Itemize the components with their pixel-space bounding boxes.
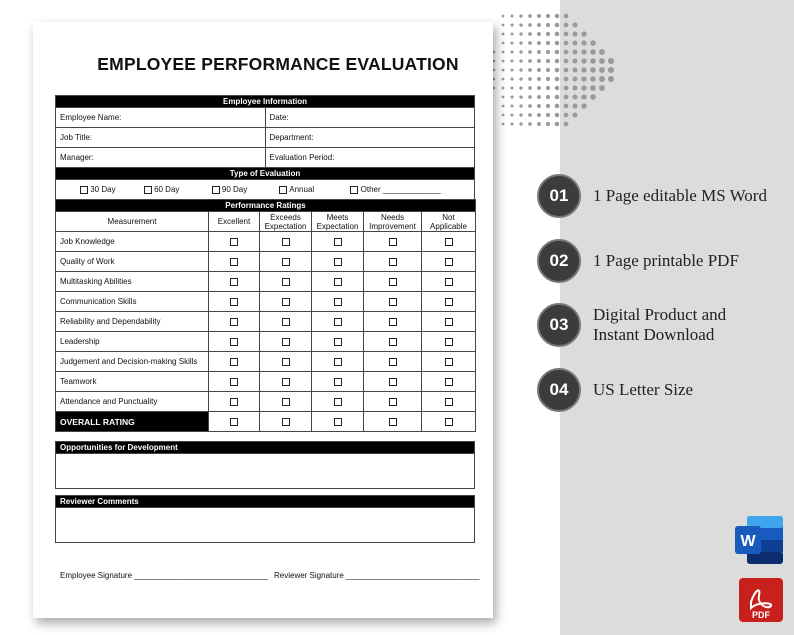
decor-dot — [564, 86, 569, 91]
ratings-header: Performance Ratings — [56, 200, 476, 212]
decor-dot — [546, 122, 550, 126]
decor-dot — [546, 77, 550, 81]
decor-dot — [519, 32, 522, 35]
checkbox[interactable] — [389, 358, 397, 366]
option-other[interactable]: Other _____________ — [350, 185, 440, 194]
decor-dot — [546, 50, 550, 54]
feature-number: 02 — [537, 239, 581, 283]
decor-dot — [519, 41, 522, 44]
decor-dot — [572, 103, 577, 108]
decor-dot — [528, 86, 532, 90]
decor-dot — [537, 14, 541, 18]
decor-dot — [528, 50, 532, 54]
decor-dot — [519, 14, 522, 17]
decor-dot — [519, 113, 522, 116]
checkbox[interactable] — [445, 238, 453, 246]
decor-dot — [510, 122, 513, 125]
decor-dot — [564, 77, 569, 82]
checkbox[interactable] — [230, 298, 238, 306]
decor-dot — [546, 95, 550, 99]
decor-dot — [519, 86, 522, 89]
decor-dot — [528, 113, 532, 117]
feature-number: 04 — [537, 368, 581, 412]
development-table — [55, 441, 475, 489]
checkbox[interactable] — [282, 318, 290, 326]
decor-dot — [581, 31, 586, 36]
pdf-icon — [737, 576, 785, 624]
decor-dot — [555, 113, 559, 117]
rating-row — [56, 372, 476, 392]
decor-dot — [519, 95, 522, 98]
decor-dot — [564, 104, 569, 109]
decor-dot — [528, 32, 532, 36]
employee-info-header: Employee Information — [56, 96, 475, 108]
feature-text: 1 Page editable MS Word — [593, 186, 767, 205]
decor-dot — [590, 58, 596, 64]
decor-dot — [528, 122, 532, 126]
decor-dot — [564, 32, 569, 37]
checkbox[interactable] — [389, 258, 397, 266]
rating-label: Leadership — [56, 332, 209, 352]
decor-dot — [510, 77, 513, 80]
decor-dot — [546, 59, 550, 63]
comments-text-area[interactable] — [56, 508, 475, 543]
decor-dot — [510, 14, 513, 17]
decor-dot — [608, 58, 614, 64]
col-na: Not Applicable — [422, 212, 476, 232]
evaluation-period-field[interactable]: Evaluation Period: — [265, 148, 475, 168]
checkbox[interactable] — [389, 378, 397, 386]
decor-dot — [537, 59, 541, 63]
decor-dot — [555, 95, 559, 99]
decor-dot — [599, 67, 605, 73]
decor-dot — [555, 122, 559, 126]
decor-dot — [555, 104, 559, 108]
col-excellent: Excellent — [209, 212, 260, 232]
decor-dot — [546, 68, 550, 72]
decor-dot — [546, 32, 550, 36]
evaluation-type-options — [56, 180, 475, 200]
decor-dot — [572, 58, 577, 63]
decor-dot — [502, 123, 505, 126]
decor-dot — [537, 68, 541, 72]
decor-dot — [581, 103, 586, 108]
development-text-area[interactable] — [56, 454, 475, 489]
decor-dot — [519, 122, 522, 125]
checkbox[interactable] — [334, 338, 342, 346]
checkbox[interactable] — [334, 398, 342, 406]
rating-row — [56, 252, 476, 272]
decor-dot — [502, 51, 505, 54]
decor-dot — [493, 78, 496, 81]
page-title: EMPLOYEE PERFORMANCE EVALUATION — [97, 54, 459, 74]
decor-dot — [572, 22, 577, 27]
decor-dot — [546, 104, 550, 108]
employee-name-field[interactable]: Employee Name: — [56, 108, 266, 128]
feature-text: US Letter Size — [593, 380, 694, 399]
decor-dot — [537, 86, 541, 90]
checkbox[interactable] — [230, 418, 238, 426]
checkbox[interactable] — [230, 318, 238, 326]
decor-dot — [590, 76, 596, 82]
decor-dot — [546, 86, 550, 90]
decor-dot — [599, 58, 605, 64]
rating-row — [56, 332, 476, 352]
decor-dot — [537, 95, 541, 99]
manager-field[interactable]: Manager: — [56, 148, 266, 168]
decor-dot — [510, 32, 513, 35]
checkbox[interactable] — [282, 338, 290, 346]
decor-dot — [546, 14, 550, 18]
performance-ratings-table — [55, 199, 476, 432]
decor-dot — [510, 23, 513, 26]
dot-pattern-decoration — [470, 10, 630, 140]
decor-dot — [599, 76, 605, 82]
decor-dot — [528, 41, 532, 45]
checkbox[interactable] — [445, 358, 453, 366]
decor-dot — [528, 23, 532, 27]
development-header: Opportunities for Development — [56, 442, 475, 454]
col-meets: Meets Expectation — [312, 212, 364, 232]
decor-dot — [581, 40, 586, 45]
checkbox[interactable] — [230, 338, 238, 346]
rating-label: Teamwork — [56, 372, 209, 392]
decor-dot — [493, 51, 496, 54]
decor-dot — [564, 14, 569, 19]
col-exceeds: Exceeds Expectation — [260, 212, 312, 232]
decor-dot — [572, 31, 577, 36]
checkbox[interactable] — [80, 186, 88, 194]
feature-2 — [537, 239, 739, 283]
rating-label: Judgement and Decision-making Skills — [56, 352, 209, 372]
decor-dot — [581, 94, 586, 99]
overall-rating-row — [56, 412, 476, 432]
decor-dot — [581, 58, 586, 63]
checkbox[interactable] — [445, 398, 453, 406]
feature-3 — [537, 303, 763, 347]
decor-dot — [572, 67, 577, 72]
checkbox[interactable] — [334, 358, 342, 366]
decor-dot — [537, 77, 541, 81]
evaluation-form — [55, 95, 475, 543]
checkbox[interactable] — [389, 278, 397, 286]
rating-label: Attendance and Punctuality — [56, 392, 209, 412]
decor-dot — [599, 49, 605, 55]
checkbox[interactable] — [230, 278, 238, 286]
decor-dot — [581, 76, 586, 81]
decor-dot — [510, 104, 513, 107]
checkbox[interactable] — [230, 358, 238, 366]
decor-dot — [537, 50, 541, 54]
feature-4 — [537, 368, 693, 412]
decor-dot — [564, 41, 569, 46]
feature-number: 03 — [537, 303, 581, 347]
decor-dot — [564, 50, 569, 55]
rating-row — [56, 232, 476, 252]
checkbox[interactable] — [230, 378, 238, 386]
checkbox[interactable] — [334, 278, 342, 286]
decor-dot — [555, 59, 559, 63]
checkbox[interactable] — [230, 258, 238, 266]
decor-dot — [502, 105, 505, 108]
decor-dot — [537, 32, 541, 36]
rating-row — [56, 392, 476, 412]
decor-dot — [546, 113, 550, 117]
checkbox[interactable] — [230, 238, 238, 246]
decor-dot — [519, 23, 522, 26]
employee-signature[interactable]: Employee Signature ______________________________ — [60, 571, 268, 580]
decor-dot — [555, 32, 559, 36]
checkbox[interactable] — [334, 258, 342, 266]
checkbox[interactable] — [389, 338, 397, 346]
col-needs: Needs Improvement — [364, 212, 422, 232]
decor-dot — [564, 95, 569, 100]
decor-dot — [502, 87, 505, 90]
decor-dot — [572, 76, 577, 81]
checkbox[interactable] — [389, 298, 397, 306]
checkbox[interactable] — [334, 318, 342, 326]
decor-dot — [572, 49, 577, 54]
decor-dot — [590, 94, 596, 100]
decor-dot — [581, 67, 586, 72]
option-30-day[interactable]: 30 Day — [80, 185, 116, 194]
rating-label: Reliability and Dependability — [56, 312, 209, 332]
decor-dot — [528, 59, 532, 63]
decor-dot — [502, 114, 505, 117]
decor-dot — [502, 33, 505, 36]
decor-dot — [581, 85, 586, 90]
checkbox[interactable] — [445, 418, 453, 426]
decor-dot — [564, 68, 569, 73]
feature-text: Digital Product and Instant Download — [593, 305, 727, 344]
checkbox[interactable] — [334, 238, 342, 246]
decor-dot — [590, 67, 596, 73]
checkbox[interactable] — [279, 186, 287, 194]
decor-dot — [555, 68, 559, 72]
decor-dot — [564, 59, 569, 64]
feature-1 — [537, 174, 767, 218]
checkbox[interactable] — [334, 378, 342, 386]
checkbox[interactable] — [282, 418, 290, 426]
checkbox[interactable] — [282, 258, 290, 266]
decor-dot — [608, 67, 614, 73]
decor-dot — [555, 77, 559, 81]
decor-dot — [555, 23, 559, 27]
checkbox[interactable] — [445, 378, 453, 386]
decor-dot — [537, 104, 541, 108]
rating-label: Multitasking Abilities — [56, 272, 209, 292]
decor-dot — [510, 41, 513, 44]
checkbox[interactable] — [230, 398, 238, 406]
rating-row — [56, 272, 476, 292]
rating-label: Communication Skills — [56, 292, 209, 312]
comments-header: Reviewer Comments — [56, 496, 475, 508]
checkbox[interactable] — [350, 186, 358, 194]
decor-dot — [572, 85, 577, 90]
decor-dot — [502, 96, 505, 99]
decor-dot — [528, 104, 532, 108]
decor-dot — [537, 113, 541, 117]
checkbox[interactable] — [282, 298, 290, 306]
decor-dot — [546, 23, 550, 27]
checkbox[interactable] — [389, 398, 397, 406]
pdf-label: PDF — [752, 610, 770, 620]
word-icon — [733, 514, 785, 566]
decor-dot — [546, 41, 550, 45]
decor-dot — [537, 23, 541, 27]
decor-dot — [528, 95, 532, 99]
decor-dot — [581, 49, 586, 54]
reviewer-signature[interactable]: Reviewer Signature ______________________________ — [273, 571, 480, 580]
decor-dot — [537, 122, 541, 126]
col-measurement: Measurement — [56, 212, 209, 232]
department-field[interactable]: Department: — [265, 128, 475, 148]
decor-dot — [555, 41, 559, 45]
checkbox[interactable] — [445, 298, 453, 306]
checkbox[interactable] — [282, 238, 290, 246]
decor-dot — [528, 77, 532, 81]
word-letter: W — [740, 533, 756, 550]
job-title-field[interactable]: Job Title: — [56, 128, 266, 148]
decor-dot — [528, 68, 532, 72]
decor-dot — [510, 113, 513, 116]
comments-table — [55, 495, 475, 543]
decor-dot — [590, 85, 596, 91]
checkbox[interactable] — [445, 258, 453, 266]
checkbox[interactable] — [282, 358, 290, 366]
checkbox[interactable] — [389, 318, 397, 326]
decor-dot — [572, 40, 577, 45]
decor-dot — [502, 24, 505, 27]
checkbox[interactable] — [144, 186, 152, 194]
overall-rating-label: OVERALL RATING — [56, 412, 209, 432]
decor-dot — [564, 23, 569, 28]
rating-label: Job Knowledge — [56, 232, 209, 252]
decor-dot — [510, 86, 513, 89]
decor-dot — [555, 50, 559, 54]
decor-dot — [519, 104, 522, 107]
employee-info-table — [55, 95, 475, 168]
decor-dot — [493, 87, 496, 90]
feature-text: 1 Page printable PDF — [593, 251, 739, 270]
decor-dot — [502, 78, 505, 81]
evaluation-type-header: Type of Evaluation — [56, 168, 475, 180]
checkbox[interactable] — [389, 238, 397, 246]
decor-dot — [555, 14, 559, 18]
decor-dot — [564, 122, 569, 127]
date-field[interactable]: Date: — [265, 108, 475, 128]
decor-dot — [555, 86, 559, 90]
decor-dot — [599, 85, 605, 91]
feature-number: 01 — [537, 174, 581, 218]
decor-dot — [528, 14, 532, 18]
checkbox[interactable] — [212, 186, 220, 194]
decor-dot — [572, 94, 577, 99]
decor-dot — [502, 15, 505, 18]
decor-dot — [564, 113, 569, 118]
checkbox[interactable] — [334, 418, 342, 426]
checkbox[interactable] — [334, 298, 342, 306]
rating-row — [56, 352, 476, 372]
checkbox[interactable] — [389, 418, 397, 426]
checkbox[interactable] — [445, 338, 453, 346]
decor-dot — [572, 112, 577, 117]
decor-dot — [590, 40, 596, 46]
checkbox[interactable] — [445, 278, 453, 286]
checkbox[interactable] — [282, 278, 290, 286]
evaluation-type-table — [55, 167, 475, 200]
rating-row — [56, 312, 476, 332]
rating-row — [56, 292, 476, 312]
option-annual[interactable]: Annual — [279, 185, 314, 194]
decor-dot — [537, 41, 541, 45]
signature-line — [60, 571, 480, 580]
decor-dot — [519, 77, 522, 80]
decor-dot — [590, 49, 596, 55]
decor-dot — [608, 76, 614, 82]
decor-dot — [510, 95, 513, 98]
rating-label: Quality of Work — [56, 252, 209, 272]
option-90-day[interactable]: 90 Day — [212, 185, 248, 194]
option-60-day[interactable]: 60 Day — [144, 185, 180, 194]
checkbox[interactable] — [282, 378, 290, 386]
checkbox[interactable] — [282, 398, 290, 406]
decor-dot — [502, 42, 505, 45]
checkbox[interactable] — [445, 318, 453, 326]
